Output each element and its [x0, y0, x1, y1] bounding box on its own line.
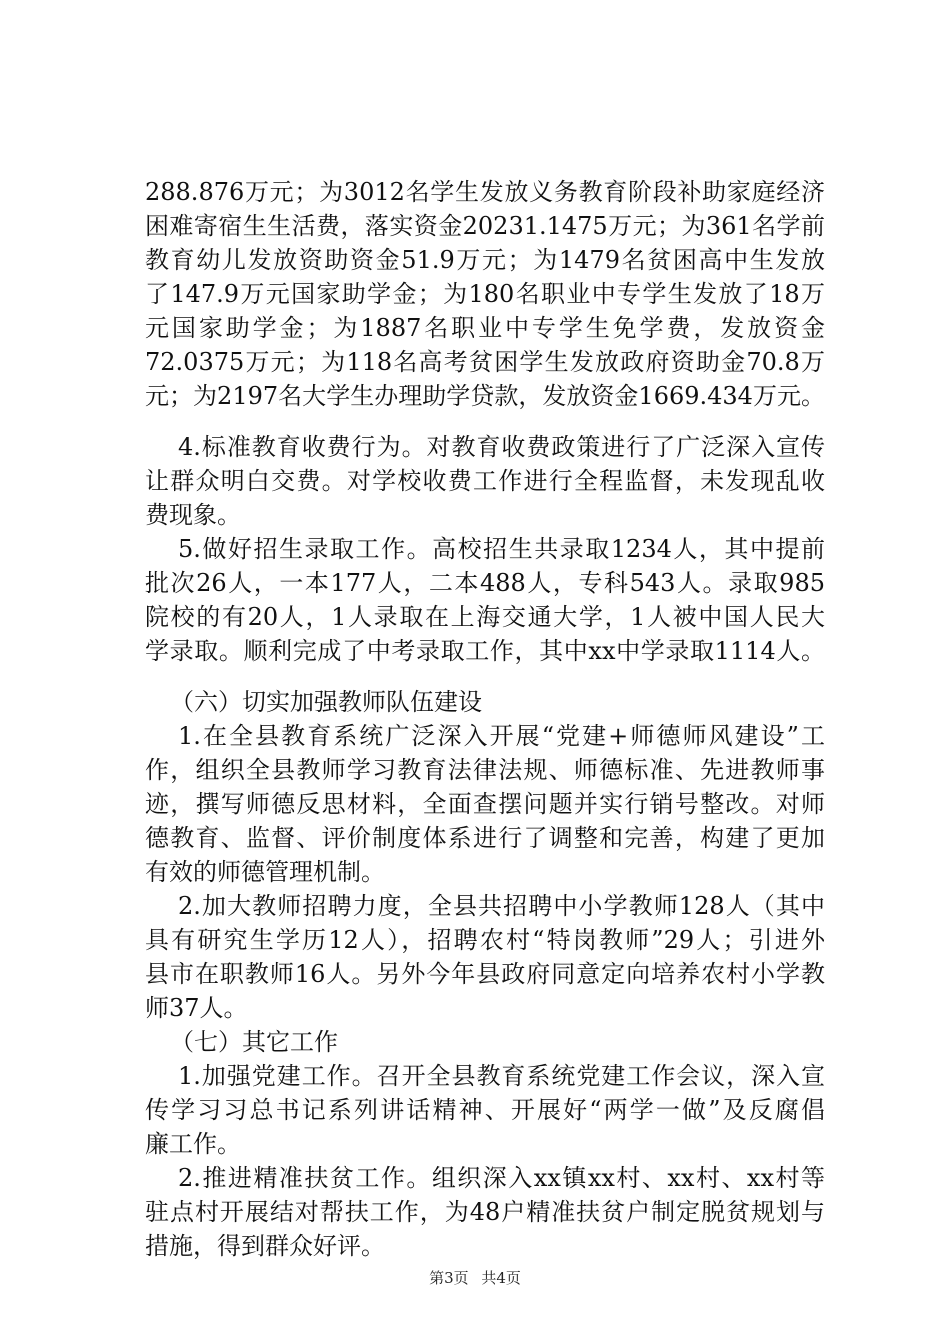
text-line: 让群众明白交费。对学校收费工作进行全程监督，未发现乱收 [145, 467, 825, 495]
text-line: 县市在职教师16人。另外今年县政府同意定向培养农村小学教 [145, 960, 825, 988]
paragraph-poverty-first-line: 2.推进精准扶贫工作。组织深入xx镇xx村、xx村、xx村等 [178, 1164, 825, 1192]
text-line: 元国家助学金；为1887名职业中专学生免学费，发放资金 [145, 314, 825, 342]
paragraph-enrollment-first-line: 5.做好招生录取工作。高校招生共录取1234人，其中提前 [178, 535, 825, 563]
section-heading-six: （六）切实加强教师队伍建设 [170, 688, 482, 716]
text-line: 批次26人，一本177人，二本488人，专科543人。录取985 [145, 569, 825, 597]
text-line: 措施，得到群众好评。 [145, 1232, 385, 1260]
paragraph-recruit-first-line: 2.加大教师招聘力度，全县共招聘中小学教师128人（其中 [178, 892, 825, 920]
paragraph-party-first-line: 1.加强党建工作。召开全县教育系统党建工作会议，深入宣 [178, 1062, 825, 1090]
paragraph-ethics-first-line: 1.在全县教育系统广泛深入开展“党建+师德师风建设”工 [178, 722, 825, 750]
text-line: 288.876万元；为3012名学生发放义务教育阶段补助家庭经济 [145, 178, 825, 206]
text-line: 元；为2197名大学生办理助学贷款，发放资金1669.434万元。 [145, 382, 825, 410]
text-line: 作，组织全县教师学习教育法律法规、师德标准、先进教师事 [145, 756, 825, 784]
text-line: 德教育、监督、评价制度体系进行了调整和完善，构建了更加 [145, 824, 825, 852]
page-number: 第3页 [429, 1269, 469, 1287]
text-line: 廉工作。 [145, 1130, 241, 1158]
text-line: 教育幼儿发放资助资金51.9万元；为1479名贫困高中生发放 [145, 246, 825, 274]
text-line: 学录取。顺利完成了中考录取工作，其中xx中学录取1114人。 [145, 637, 825, 665]
paragraph-fees-first-line: 4.标准教育收费行为。对教育收费政策进行了广泛深入宣传 [178, 433, 825, 461]
text-line: 具有研究生学历12人），招聘农村“特岗教师”29人；引进外 [145, 926, 825, 954]
text-line: 了147.9万元国家助学金；为180名职业中专学生发放了18万 [145, 280, 825, 308]
text-line: 有效的师德管理机制。 [145, 858, 385, 886]
text-line: 院校的有20人，1人录取在上海交通大学，1人被中国人民大 [145, 603, 825, 631]
page-total: 共4页 [481, 1269, 521, 1287]
text-line: 驻点村开展结对帮扶工作，为48户精准扶贫户制定脱贫规划与 [145, 1198, 825, 1226]
text-line: 迹，撰写师德反思材料，全面查摆问题并实行销号整改。对师 [145, 790, 825, 818]
text-line: 师37人。 [145, 994, 248, 1022]
text-line: 费现象。 [145, 501, 241, 529]
text-line: 72.0375万元；为118名高考贫困学生发放政府资助金70.8万 [145, 348, 825, 376]
text-line: 传学习习总书记系列讲话精神、开展好“两学一做”及反腐倡 [145, 1096, 825, 1124]
text-line: 困难寄宿生生活费，落实资金20231.1475万元；为361名学前 [145, 212, 825, 240]
page-footer [0, 1268, 950, 1288]
section-heading-seven: （七）其它工作 [170, 1028, 338, 1056]
